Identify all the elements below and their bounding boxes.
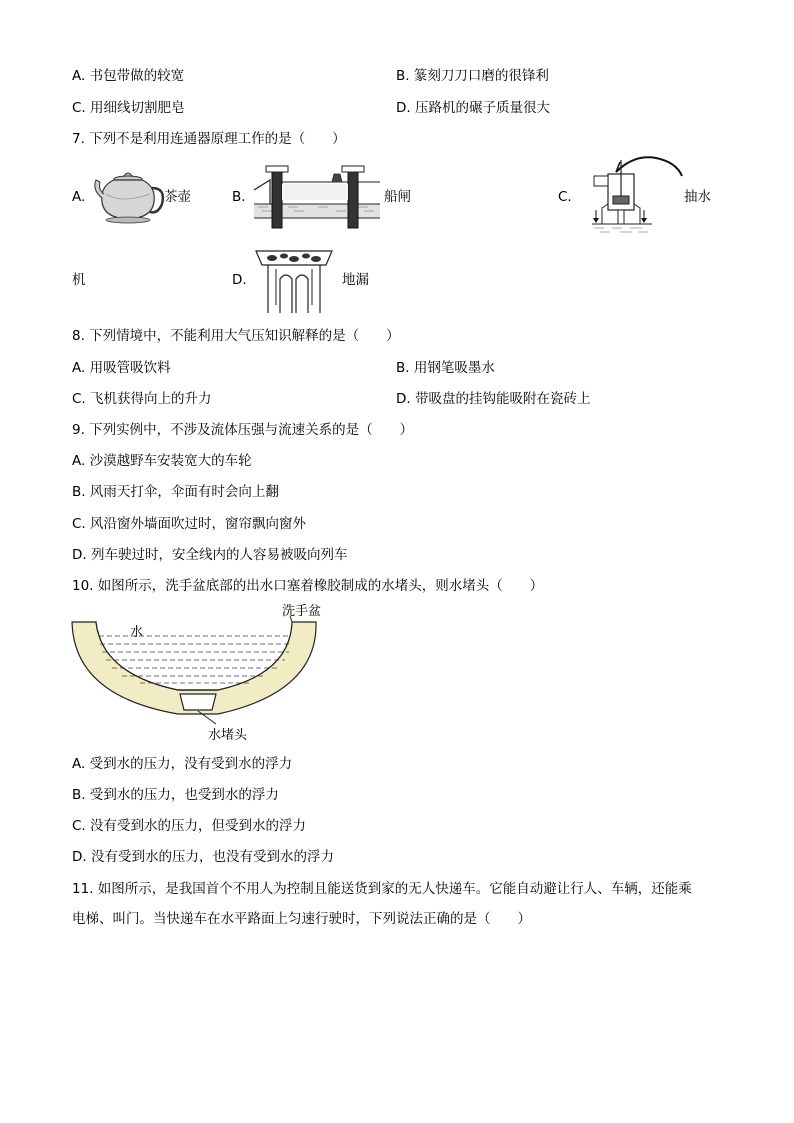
washbasin-figure bbox=[68, 614, 328, 724]
q10-option-d: D. 没有受到水的压力，也没有受到水的浮力 bbox=[72, 849, 334, 865]
q10-option-b: B. 受到水的压力，也受到水的浮力 bbox=[72, 787, 279, 803]
q7-option-a-text: 茶壶 bbox=[164, 189, 191, 205]
q7-option-b-letter: B. bbox=[232, 189, 246, 205]
q8-option-b: B. 用钢笔吸墨水 bbox=[396, 360, 495, 376]
q7-option-c-text-1: 抽水 bbox=[684, 189, 711, 205]
q7-option-b-text: 船闸 bbox=[384, 189, 411, 205]
q11-stem-line-2: 电梯、叫门。当快递车在水平路面上匀速行驶时，下列说法正确的是（ ） bbox=[72, 911, 531, 927]
q7-option-d-text: 地漏 bbox=[342, 272, 369, 288]
q10-option-c: C. 没有受到水的压力，但受到水的浮力 bbox=[72, 818, 307, 834]
q6-option-b: B. 篆刻刀刀口磨的很锋利 bbox=[396, 68, 549, 84]
q7-option-d-letter: D. bbox=[232, 272, 247, 288]
q11-stem-line-1: 11. 如图所示，是我国首个不用人为控制且能送货到家的无人快递车。它能自动避让行人、车辆，还能乘 bbox=[72, 881, 692, 897]
q7-stem: 7. 下列不是利用连通器原理工作的是（ ） bbox=[72, 131, 346, 147]
q6-option-a: A. 书包带做的较宽 bbox=[72, 68, 185, 84]
q6-option-d: D. 压路机的碾子质量很大 bbox=[396, 100, 550, 116]
q7-option-c-letter: C. bbox=[558, 189, 572, 205]
q10-stem: 10. 如图所示，洗手盆底部的出水口塞着橡胶制成的水堵头，则水堵头（ ） bbox=[72, 578, 544, 594]
q9-option-d: D. 列车驶过时，安全线内的人容易被吸向列车 bbox=[72, 547, 348, 563]
floor-drain-figure bbox=[252, 243, 336, 315]
q7-option-a-letter: A. bbox=[72, 189, 86, 205]
q6-option-c: C. 用细线切割肥皂 bbox=[72, 100, 185, 116]
washbasin-label: 洗手盆 bbox=[282, 604, 322, 619]
q9-option-c: C. 风沿窗外墙面吹过时，窗帘飘向窗外 bbox=[72, 516, 307, 532]
water-label: 水 bbox=[130, 625, 144, 640]
q9-option-b: B. 风雨天打伞，伞面有时会向上翻 bbox=[72, 484, 279, 500]
q8-stem: 8. 下列情境中，不能利用大气压知识解释的是（ ） bbox=[72, 328, 400, 344]
teapot-figure bbox=[92, 164, 164, 226]
q7-option-c-text-2: 机 bbox=[72, 272, 86, 288]
q8-option-c: C. 飞机获得向上的升力 bbox=[72, 391, 212, 407]
ship-lock-figure bbox=[248, 160, 382, 230]
q10-option-a: A. 受到水的压力，没有受到水的浮力 bbox=[72, 756, 293, 772]
q9-option-a: A. 沙漠越野车安装宽大的车轮 bbox=[72, 453, 252, 469]
q8-option-d: D. 带吸盘的挂钩能吸附在瓷砖上 bbox=[396, 391, 591, 407]
water-pump-figure bbox=[586, 152, 686, 238]
q8-option-a: A. 用吸管吸饮料 bbox=[72, 360, 171, 376]
water-plug-label: 水堵头 bbox=[208, 728, 248, 743]
q9-stem: 9. 下列实例中，不涉及流体压强与流速关系的是（ ） bbox=[72, 422, 414, 438]
